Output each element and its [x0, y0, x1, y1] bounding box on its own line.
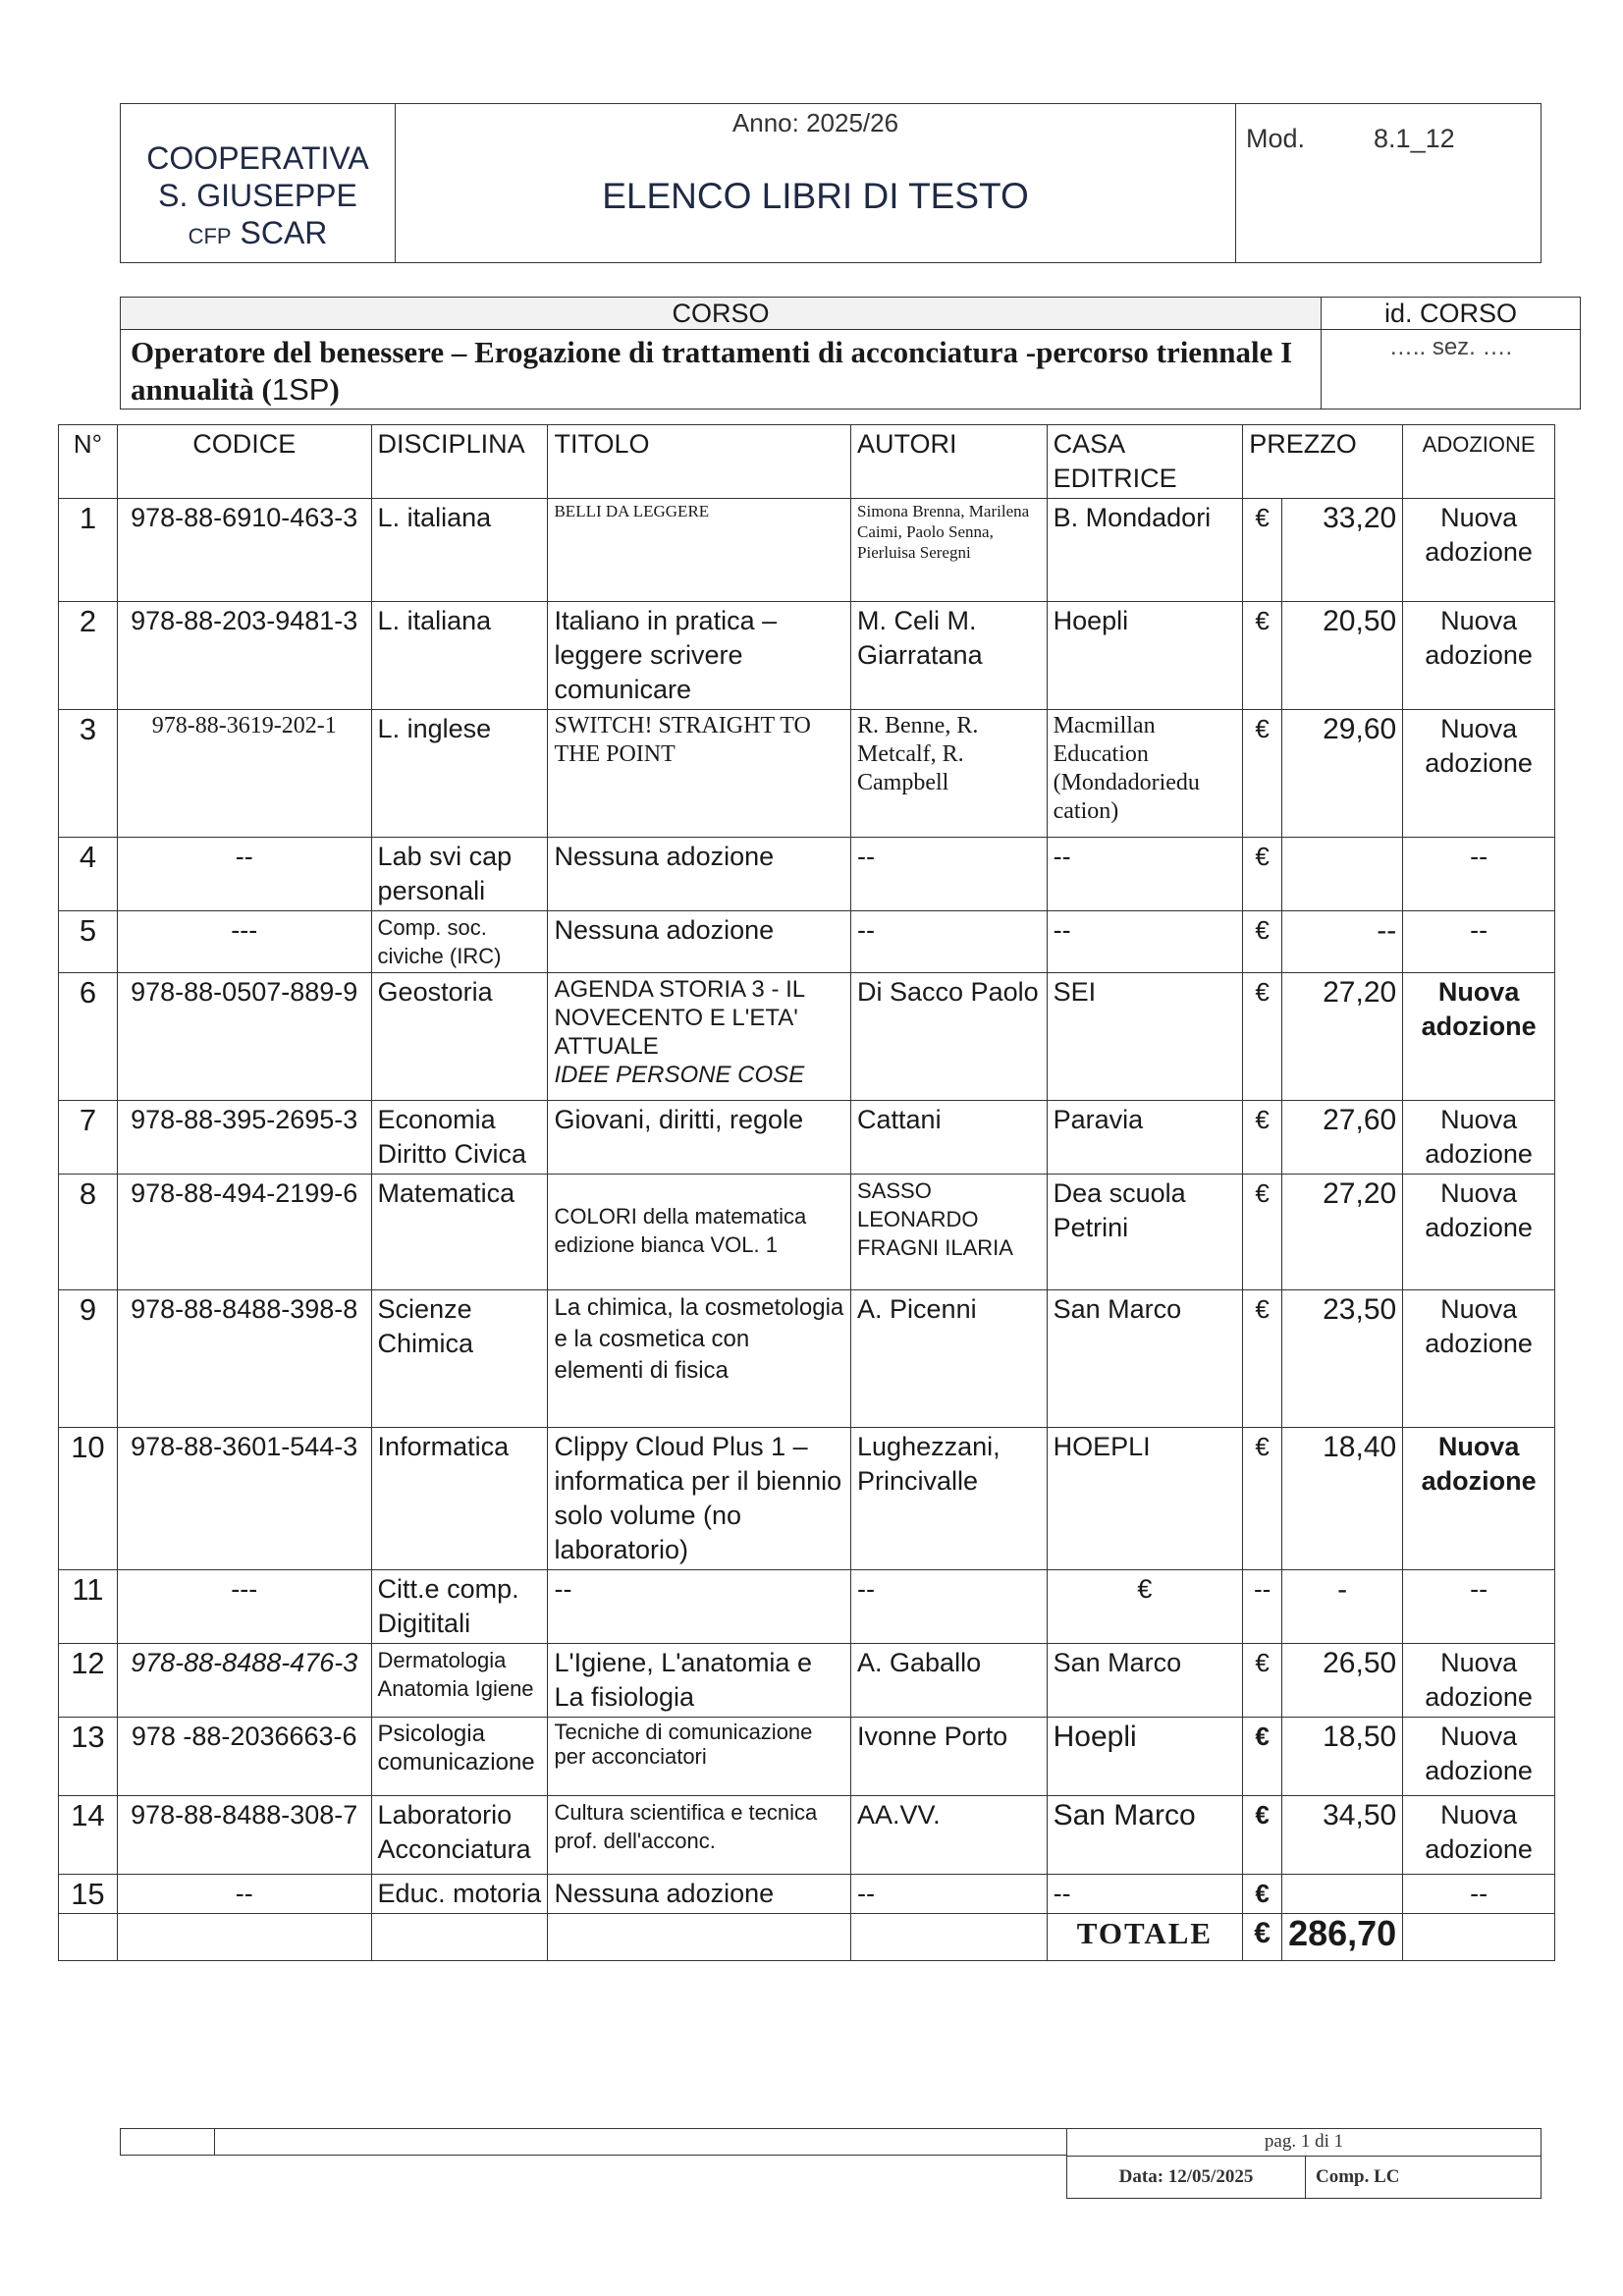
row-euro: €: [1243, 1796, 1282, 1875]
mod-label: Mod.: [1246, 124, 1306, 153]
course-block: [120, 297, 1581, 410]
course-section: ….. sez. ….: [1322, 330, 1581, 410]
footer-comp: Comp. LC: [1306, 2157, 1542, 2199]
org-scar: SCAR: [240, 215, 328, 250]
document-title: ELENCO LIBRI DI TESTO: [602, 176, 1029, 216]
row-n: 13: [59, 1718, 118, 1796]
row-titolo: COLORI della matematica edizione bianca VOL. 1: [548, 1175, 851, 1290]
row-titolo: Italiano in pratica – leggere scrivere comunicare: [548, 602, 851, 710]
row-adozione: Nuova adozione: [1403, 973, 1555, 1101]
row-autori: R. Benne, R. Metcalf, R. Campbell: [851, 710, 1048, 838]
table-row: [59, 499, 1555, 602]
row-casa: San Marco: [1047, 1796, 1243, 1875]
table-row: [59, 1570, 1555, 1644]
row-codice: 978-88-395-2695-3: [117, 1101, 371, 1175]
header-disciplina: DISCIPLINA: [371, 425, 548, 499]
row-titolo: SWITCH! STRAIGHT TO THE POINT: [548, 710, 851, 838]
row-disciplina: Scienze Chimica: [371, 1290, 548, 1428]
page-indicator: pag. 1 di 1: [1067, 2129, 1542, 2156]
row-euro: €: [1243, 1718, 1282, 1796]
row-adozione: --: [1403, 911, 1555, 973]
row-codice: --: [117, 1875, 371, 1914]
course-label: CORSO: [121, 298, 1322, 330]
header-adozione: ADOZIONE: [1403, 425, 1555, 499]
row-autori: --: [851, 911, 1048, 973]
row-adozione: --: [1403, 1570, 1555, 1644]
row-disciplina: L. inglese: [371, 710, 548, 838]
table-row: [59, 1428, 1555, 1570]
row-prezzo: 34,50: [1282, 1796, 1403, 1875]
row-codice: ---: [117, 1570, 371, 1644]
org-cfp: CFP: [188, 224, 232, 248]
table-row: [59, 973, 1555, 1101]
row-codice: 978 -88-2036663-6: [117, 1718, 371, 1796]
row-euro: €: [1243, 911, 1282, 973]
mod-code: 8.1_12: [1374, 124, 1455, 153]
row-casa: B. Mondadori: [1047, 499, 1243, 602]
row-disciplina: Geostoria: [371, 973, 548, 1101]
row-prezzo: 33,20: [1282, 499, 1403, 602]
row-n: 4: [59, 838, 118, 911]
row-casa: SEI: [1047, 973, 1243, 1101]
row-n: 15: [59, 1875, 118, 1914]
row-euro: €: [1243, 1101, 1282, 1175]
row-titolo: Clippy Cloud Plus 1 – informatica per il biennio solo volume (no laboratorio): [548, 1428, 851, 1570]
row-autori: A. Gaballo: [851, 1644, 1048, 1718]
row-n: 5: [59, 911, 118, 973]
row-disciplina: Dermatologia Anatomia Igiene: [371, 1644, 548, 1718]
row-titolo: Nessuna adozione: [548, 1875, 851, 1914]
course-title: Operatore del benessere – Erogazione di trattamenti di acconciatura -percorso triennale I annualità (1SP): [121, 330, 1322, 410]
header-codice: CODICE: [117, 425, 371, 499]
row-prezzo: -: [1282, 1570, 1403, 1644]
row-adozione: Nuova adozione: [1403, 499, 1555, 602]
header-titolo: TITOLO: [548, 425, 851, 499]
row-adozione: Nuova adozione: [1403, 602, 1555, 710]
org-name-line2: S. GIUSEPPE: [158, 178, 357, 213]
row-autori: Ivonne Porto: [851, 1718, 1048, 1796]
table-row: [59, 1644, 1555, 1718]
row-adozione: Nuova adozione: [1403, 1428, 1555, 1570]
row-casa: --: [1047, 1875, 1243, 1914]
row-euro: €: [1243, 1290, 1282, 1428]
row-autori: Simona Brenna, Marilena Caimi, Paolo Senna, Pierluisa Seregni: [851, 499, 1048, 602]
row-codice: 978-88-6910-463-3: [117, 499, 371, 602]
row-adozione: --: [1403, 1875, 1555, 1914]
row-titolo: --: [548, 1570, 851, 1644]
table-row: [59, 838, 1555, 911]
row-titolo: Nessuna adozione: [548, 911, 851, 973]
row-adozione: Nuova adozione: [1403, 1644, 1555, 1718]
row-casa: Macmillan Education (Mondadoriedu cation): [1047, 710, 1243, 838]
table-row: [59, 1290, 1555, 1428]
row-disciplina: L. italiana: [371, 499, 548, 602]
row-codice: 978-88-8488-398-8: [117, 1290, 371, 1428]
table-row: [59, 911, 1555, 973]
totals-row: [59, 1914, 1555, 1961]
row-casa: --: [1047, 838, 1243, 911]
table-row: [59, 602, 1555, 710]
org-name-line1: COOPERATIVA: [146, 140, 369, 176]
header-n: N°: [59, 425, 118, 499]
row-n: 3: [59, 710, 118, 838]
row-codice: 978-88-8488-308-7: [117, 1796, 371, 1875]
table-header-row: [59, 425, 1555, 499]
row-disciplina: Lab svi cap personali: [371, 838, 548, 911]
header-casa-editrice: CASA EDITRICE: [1047, 425, 1243, 499]
row-prezzo: 27,20: [1282, 1175, 1403, 1290]
table-row: [59, 1875, 1555, 1914]
row-n: 7: [59, 1101, 118, 1175]
row-disciplina: Informatica: [371, 1428, 548, 1570]
row-casa: Hoepli: [1047, 1718, 1243, 1796]
row-prezzo: 26,50: [1282, 1644, 1403, 1718]
header-autori: AUTORI: [851, 425, 1048, 499]
row-titolo: AGENDA STORIA 3 - IL NOVECENTO E L'ETA' ATTUALE IDEE PERSONE COSE: [548, 973, 851, 1101]
row-euro: €: [1243, 838, 1282, 911]
row-disciplina: L. italiana: [371, 602, 548, 710]
row-adozione: Nuova adozione: [1403, 1101, 1555, 1175]
row-casa: San Marco: [1047, 1644, 1243, 1718]
row-autori: SASSO LEONARDO FRAGNI ILARIA: [851, 1175, 1048, 1290]
row-n: 1: [59, 499, 118, 602]
row-n: 9: [59, 1290, 118, 1428]
row-prezzo: 18,50: [1282, 1718, 1403, 1796]
row-prezzo: --: [1282, 911, 1403, 973]
row-prezzo: 27,60: [1282, 1101, 1403, 1175]
footer-bar: [120, 2128, 1542, 2156]
table-row: [59, 1718, 1555, 1796]
row-codice: 978-88-3601-544-3: [117, 1428, 371, 1570]
row-disciplina: Psicologia comunicazione: [371, 1718, 548, 1796]
row-adozione: Nuova adozione: [1403, 1718, 1555, 1796]
table-row: [59, 1101, 1555, 1175]
row-autori: Lughezzani, Princivalle: [851, 1428, 1048, 1570]
row-casa: Hoepli: [1047, 602, 1243, 710]
row-autori: --: [851, 838, 1048, 911]
row-euro: €: [1243, 1644, 1282, 1718]
row-casa: €: [1047, 1570, 1243, 1644]
row-autori: Di Sacco Paolo: [851, 973, 1048, 1101]
row-codice: 978-88-494-2199-6: [117, 1175, 371, 1290]
row-euro: €: [1243, 1428, 1282, 1570]
total-value: 286,70: [1282, 1914, 1403, 1961]
row-codice: 978-88-8488-476-3: [117, 1644, 371, 1718]
row-prezzo: 18,40: [1282, 1428, 1403, 1570]
row-codice: --: [117, 838, 371, 911]
row-n: 8: [59, 1175, 118, 1290]
row-autori: Cattani: [851, 1101, 1048, 1175]
row-autori: AA.VV.: [851, 1796, 1048, 1875]
row-euro: €: [1243, 710, 1282, 838]
row-titolo: Nessuna adozione: [548, 838, 851, 911]
row-adozione: --: [1403, 838, 1555, 911]
row-adozione: Nuova adozione: [1403, 1175, 1555, 1290]
row-titolo: Cultura scientifica e tecnica prof. dell'acconc.: [548, 1796, 851, 1875]
row-n: 6: [59, 973, 118, 1101]
row-prezzo: [1282, 1875, 1403, 1914]
row-casa: Paravia: [1047, 1101, 1243, 1175]
row-prezzo: 29,60: [1282, 710, 1403, 838]
row-adozione: Nuova adozione: [1403, 1796, 1555, 1875]
row-n: 2: [59, 602, 118, 710]
row-prezzo: 27,20: [1282, 973, 1403, 1101]
row-disciplina: Citt.e comp. Digititali: [371, 1570, 548, 1644]
row-euro: €: [1243, 1175, 1282, 1290]
row-disciplina: Comp. soc. civiche (IRC): [371, 911, 548, 973]
row-autori: --: [851, 1570, 1048, 1644]
row-casa: Dea scuola Petrini: [1047, 1175, 1243, 1290]
table-row: [59, 1796, 1555, 1875]
row-n: 12: [59, 1644, 118, 1718]
row-codice: 978-88-3619-202-1: [117, 710, 371, 838]
row-titolo: L'Igiene, L'anatomia e La fisiologia: [548, 1644, 851, 1718]
row-n: 14: [59, 1796, 118, 1875]
total-label: TOTALE: [1047, 1914, 1243, 1961]
footer-info: [1066, 2156, 1542, 2199]
header-prezzo: PREZZO: [1243, 425, 1403, 499]
row-euro: --: [1243, 1570, 1282, 1644]
total-euro: €: [1243, 1914, 1282, 1961]
row-disciplina: Economia Diritto Civica: [371, 1101, 548, 1175]
row-codice: ---: [117, 911, 371, 973]
row-prezzo: [1282, 838, 1403, 911]
row-euro: €: [1243, 499, 1282, 602]
row-adozione: Nuova adozione: [1403, 1290, 1555, 1428]
row-adozione: Nuova adozione: [1403, 710, 1555, 838]
organization-block: [121, 104, 396, 263]
row-autori: A. Picenni: [851, 1290, 1048, 1428]
row-titolo-extra: IDEE PERSONE COSE: [554, 1062, 805, 1088]
course-id-label: id. CORSO: [1322, 298, 1581, 330]
row-codice: 978-88-0507-889-9: [117, 973, 371, 1101]
row-euro: €: [1243, 973, 1282, 1101]
row-casa: HOEPLI: [1047, 1428, 1243, 1570]
row-disciplina: Laboratorio Acconciatura: [371, 1796, 548, 1875]
row-titolo: Giovani, diritti, regole: [548, 1101, 851, 1175]
row-titolo: Tecniche di comunicazione per acconciatori: [548, 1718, 851, 1796]
title-block: [396, 104, 1236, 263]
row-euro: €: [1243, 1875, 1282, 1914]
table-row: [59, 1175, 1555, 1290]
school-year: Anno: 2025/26: [731, 108, 899, 137]
row-autori: M. Celi M. Giarratana: [851, 602, 1048, 710]
table-row: [59, 710, 1555, 838]
document-header: [120, 103, 1542, 263]
row-n: 10: [59, 1428, 118, 1570]
row-euro: €: [1243, 602, 1282, 710]
row-autori: --: [851, 1875, 1048, 1914]
row-titolo: BELLI DA LEGGERE: [548, 499, 851, 602]
module-code-block: [1236, 104, 1542, 263]
row-codice: 978-88-203-9481-3: [117, 602, 371, 710]
row-titolo: La chimica, la cosmetologia e la cosmetica con elementi di fisica: [548, 1290, 851, 1428]
row-casa: --: [1047, 911, 1243, 973]
footer-date: Data: 12/05/2025: [1067, 2157, 1306, 2199]
row-casa: San Marco: [1047, 1290, 1243, 1428]
row-prezzo: 20,50: [1282, 602, 1403, 710]
row-disciplina: Matematica: [371, 1175, 548, 1290]
books-table: [58, 424, 1555, 1961]
row-n: 11: [59, 1570, 118, 1644]
row-disciplina: Educ. motoria: [371, 1875, 548, 1914]
row-prezzo: 23,50: [1282, 1290, 1403, 1428]
course-code: 1SP: [271, 372, 330, 407]
